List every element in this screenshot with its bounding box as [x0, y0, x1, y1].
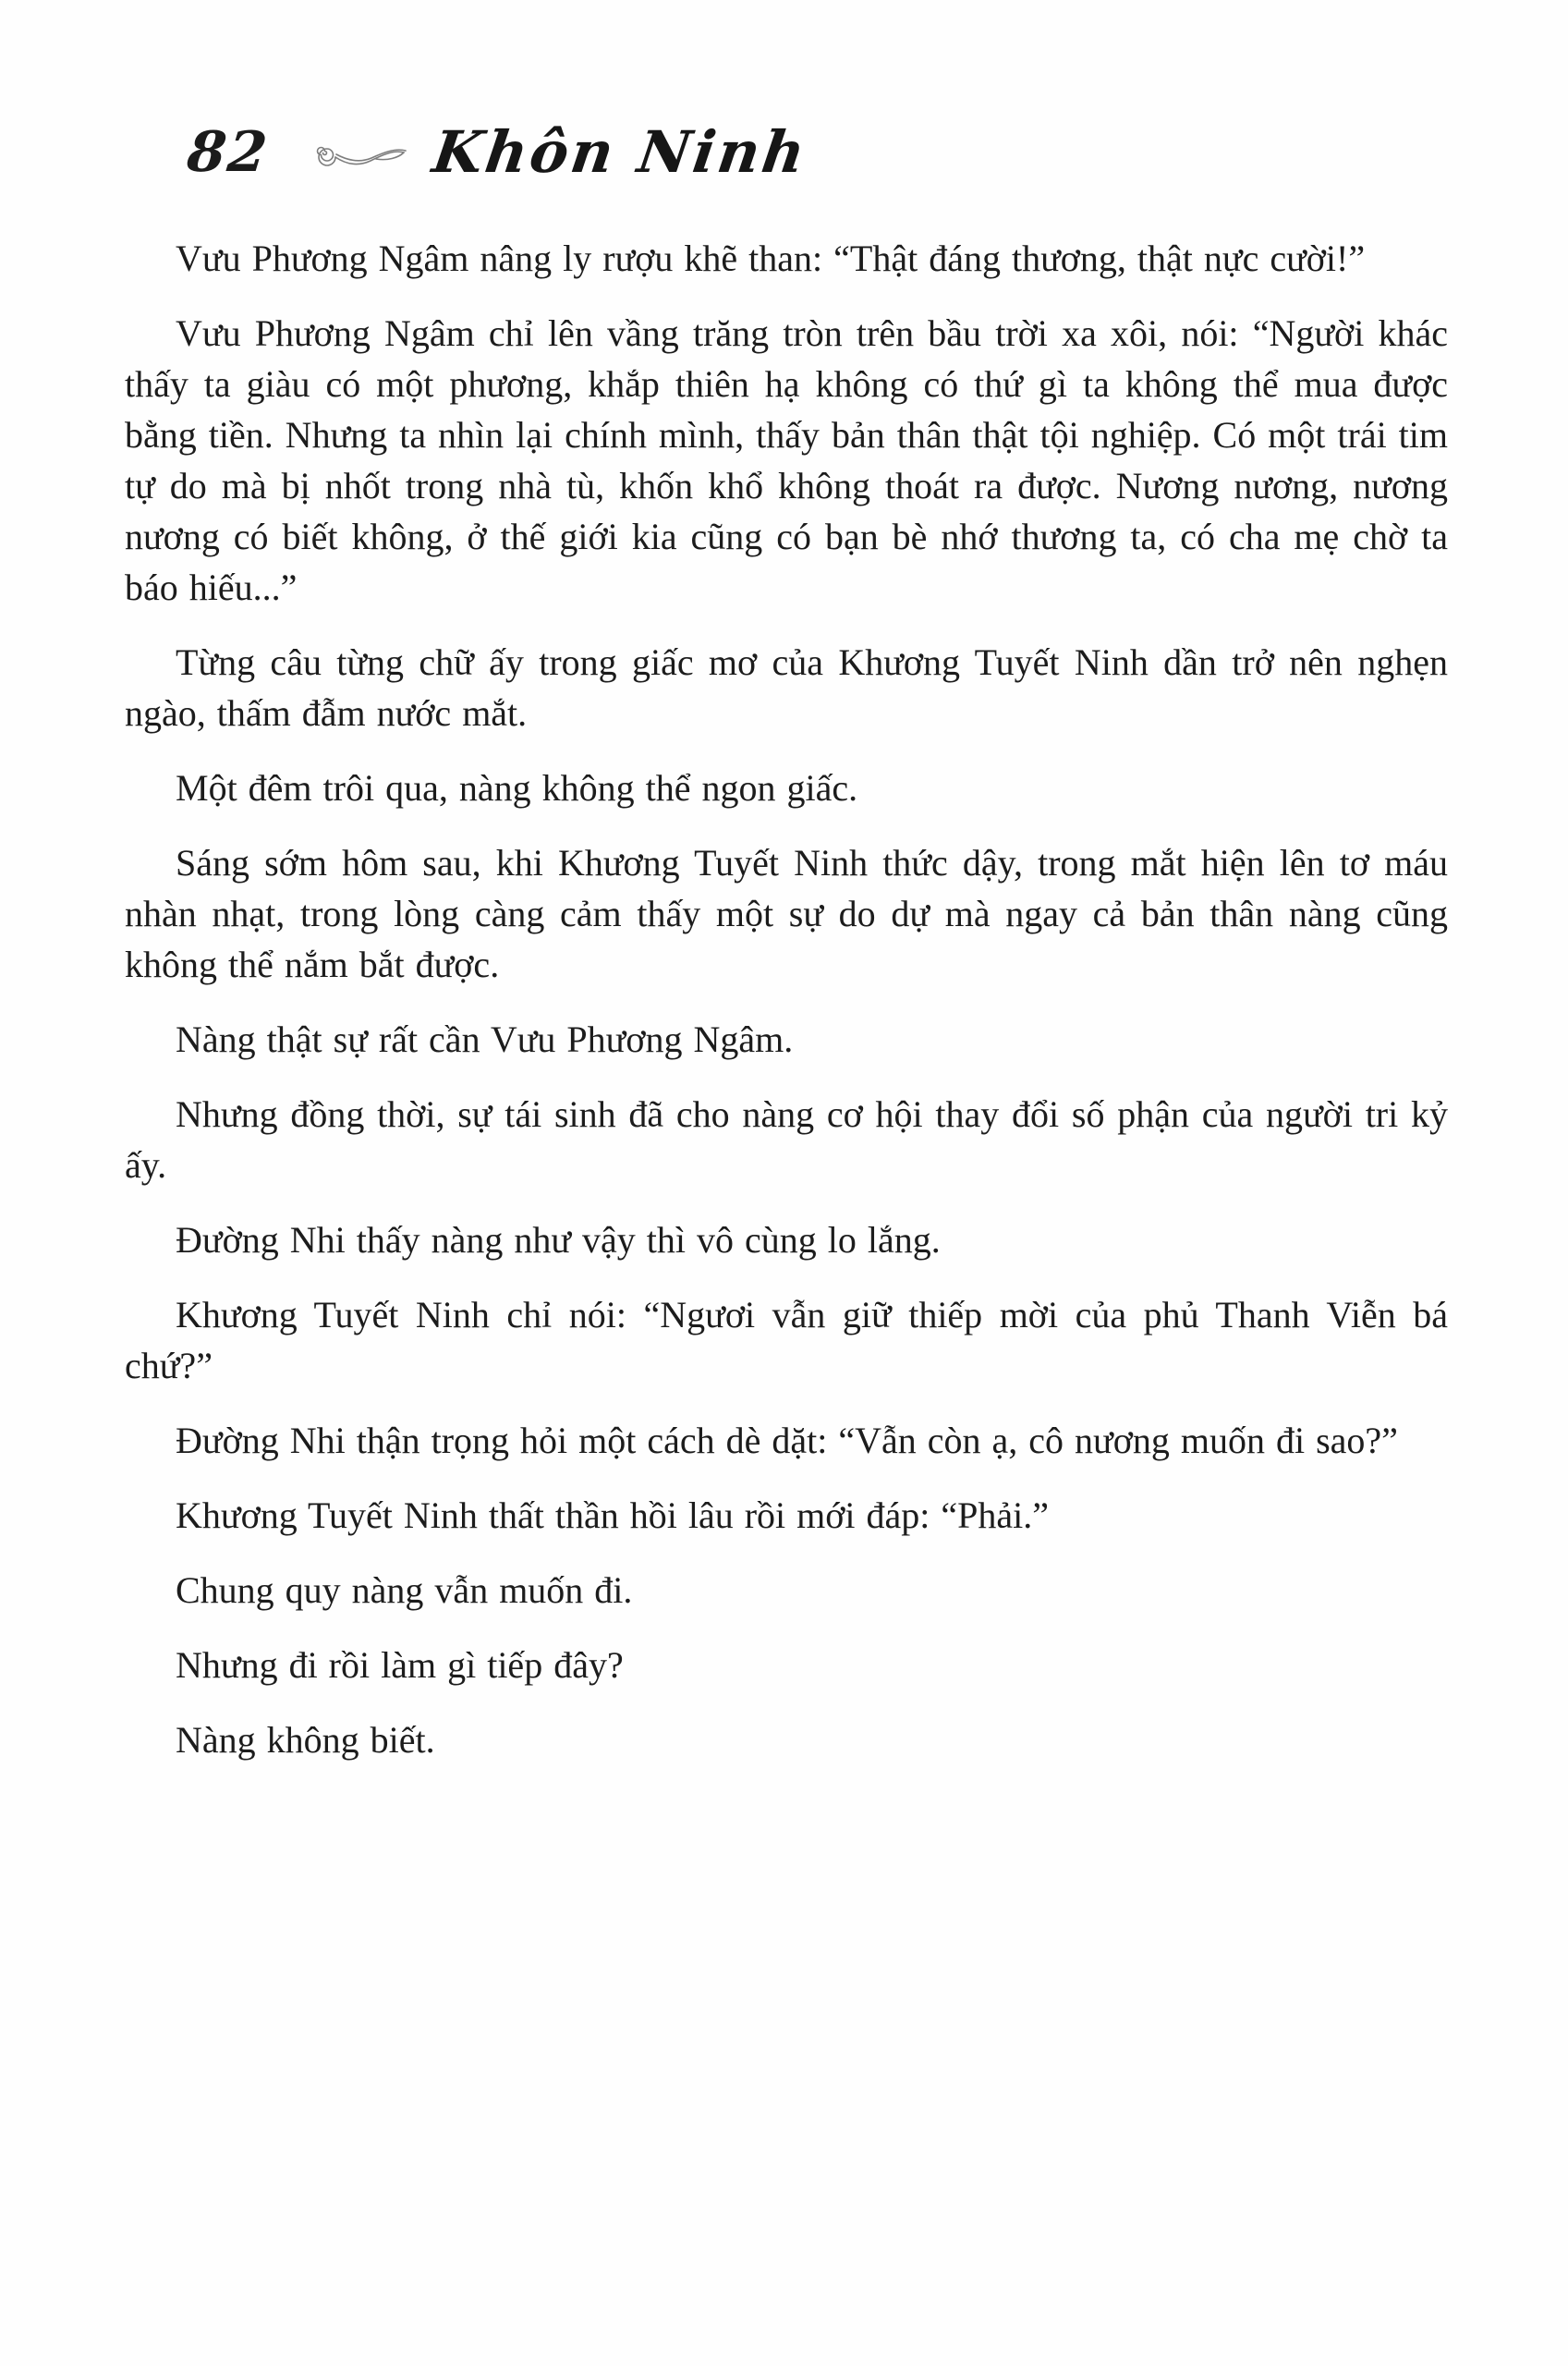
paragraph: Nhưng đi rồi làm gì tiếp đây? — [176, 1644, 624, 1686]
paragraph: Chung quy nàng vẫn muốn đi. — [176, 1569, 633, 1611]
paragraph: Khương Tuyết Ninh thất thần hồi lâu rồi mới đáp: “Phải.” — [176, 1494, 1050, 1536]
page-body — [125, 233, 1448, 1789]
book-title: Khôn Ninh — [428, 118, 811, 186]
paragraph: Đường Nhi thấy nàng như vậy thì vô cùng lo lắng. — [176, 1219, 941, 1261]
paragraph: Từng câu từng chữ ấy trong giấc mơ của Khương Tuyết Ninh dần trở nên nghẹn ngào, thấm đẫm nước mắt. — [125, 641, 1448, 734]
paragraph: Khương Tuyết Ninh chỉ nói: “Ngươi vẫn giữ thiếp mời của phủ Thanh Viễn bá chứ?” — [125, 1294, 1448, 1386]
page-number: 82 — [184, 119, 273, 185]
paragraph: Đường Nhi thận trọng hỏi một cách dè dặt: “Vẫn còn ạ, cô nương muốn đi sao?” — [176, 1420, 1398, 1461]
running-header — [184, 118, 811, 186]
paragraph: Vưu Phương Ngâm nâng ly rượu khẽ than: “Thật đáng thương, thật nực cười!” — [176, 238, 1366, 279]
paragraph: Nàng thật sự rất cần Vưu Phương Ngâm. — [176, 1018, 794, 1060]
paragraph: Nàng không biết. — [176, 1719, 435, 1761]
paragraph: Một đêm trôi qua, nàng không thể ngon giấc. — [176, 767, 858, 809]
swirl-ornament-icon — [308, 137, 409, 177]
paragraph: Vưu Phương Ngâm chỉ lên vầng trăng tròn trên bầu trời xa xôi, nói: “Người khác thấy ta giàu có một phương, khắp thiên hạ không có thứ gì ta không thể mua được bằng tiền. Nhưng ta nhìn lại chính mình, thấy bản thân thật tội nghiệp. Có một trái tim tự do mà bị nhốt trong nhà tù, khốn khổ không thoát ra được. Nương nương, nương nương có biết không, ở thế giới kia cũng có bạn bè nhớ thương ta, có cha mẹ chờ ta báo hiếu...” — [125, 312, 1448, 608]
paragraph: Sáng sớm hôm sau, khi Khương Tuyết Ninh thức dậy, trong mắt hiện lên tơ máu nhàn nhạt, trong lòng càng cảm thấy một sự do dự mà ngay cả bản thân nàng cũng không thể nắm bắt được. — [125, 842, 1448, 985]
paragraph: Nhưng đồng thời, sự tái sinh đã cho nàng cơ hội thay đổi số phận của người tri kỷ ấy. — [125, 1093, 1448, 1186]
